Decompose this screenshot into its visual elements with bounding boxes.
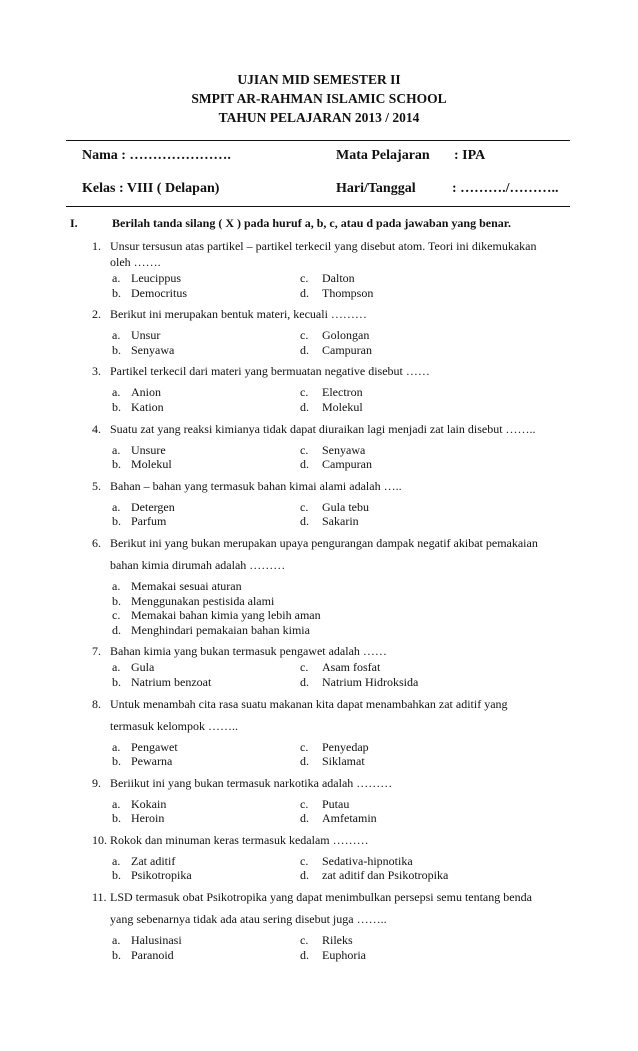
option-row: [0, 385, 638, 400]
question-number: 4.: [92, 421, 101, 436]
question-text-line: [0, 643, 638, 659]
option-text: Senyawa: [322, 442, 366, 457]
option-text: zat aditif dan Psikotropika: [322, 868, 449, 883]
option-letter: a.: [112, 853, 121, 868]
option-text: Euphoria: [322, 947, 366, 962]
option-text: Democritus: [131, 285, 187, 300]
question-text: Berikut ini yang bukan merupakan upaya pengurangan dampak negatif akibat pemakaian: [110, 535, 538, 550]
option-text: Pengawet: [131, 739, 178, 754]
option-text: Rileks: [322, 933, 353, 948]
option-text: Siklamat: [322, 754, 365, 769]
option-letter: d.: [300, 457, 309, 472]
option-row: [0, 514, 638, 529]
option-letter: a.: [112, 796, 121, 811]
question-number: 2.: [92, 307, 101, 322]
answer-options: [0, 271, 638, 300]
option-text: Menggunakan pestisida alami: [131, 593, 275, 608]
option-text: Sedativa-hipnotika: [322, 853, 413, 868]
question-number: 1.: [92, 239, 101, 253]
option-letter: d.: [300, 342, 309, 357]
option-text: Molekul: [131, 457, 172, 472]
answer-options: [0, 443, 638, 472]
question-text-line: [0, 421, 638, 437]
question-number: 7.: [92, 644, 101, 659]
option-text: Golongan: [322, 328, 370, 343]
option-text: Natrium Hidroksida: [322, 674, 419, 689]
option-letter: c.: [300, 442, 309, 457]
option-text: Leucippus: [131, 271, 181, 285]
option-text: Anion: [131, 385, 161, 400]
option-letter: a.: [112, 442, 121, 457]
option-text: Menghindari pemakaian bahan kimia: [131, 622, 310, 637]
option-letter: d.: [300, 868, 309, 883]
option-text: Campuran: [322, 457, 372, 472]
question-number: 8.: [92, 696, 101, 711]
question-text-line: [0, 696, 638, 712]
option-letter: b.: [112, 457, 121, 472]
nama-field: Nama : ………………….: [82, 148, 231, 163]
question-text: Bahan – bahan yang termasuk bahan kimai alami adalah …..: [110, 478, 402, 493]
option-text: Pewarna: [131, 754, 173, 769]
option-letter: a.: [112, 660, 121, 675]
option-row: [0, 623, 638, 638]
option-text: Memakai bahan kimia yang lebih aman: [131, 608, 321, 623]
option-text: Campuran: [322, 342, 372, 357]
question-text-line: [0, 832, 638, 848]
exam-header: [0, 70, 638, 127]
question-text-line: [0, 889, 638, 905]
option-row: [0, 797, 638, 812]
question-text-line: [0, 775, 638, 791]
option-text: Heroin: [131, 811, 165, 826]
option-row: [0, 400, 638, 415]
bottom-divider: [66, 206, 570, 207]
answer-options: [0, 385, 638, 414]
question-number: 3.: [92, 364, 101, 379]
question-text: Berikut ini merupakan bentuk materi, kecuali ………: [110, 307, 367, 322]
option-letter: b.: [112, 342, 121, 357]
question-list: [0, 238, 638, 968]
option-letter: d.: [300, 399, 309, 414]
answer-options: [0, 660, 638, 689]
option-letter: d.: [300, 947, 309, 962]
section-number: I.: [70, 216, 78, 230]
question-text-line: [0, 911, 638, 927]
question-item: [0, 306, 638, 357]
option-row: [0, 594, 638, 609]
option-letter: a.: [112, 271, 121, 285]
option-text: Electron: [322, 385, 363, 400]
option-row: [0, 443, 638, 458]
answer-options: [0, 500, 638, 529]
question-number: 5.: [92, 478, 101, 493]
option-text: Psikotropika: [131, 868, 192, 883]
option-text: Natrium benzoat: [131, 674, 212, 689]
option-letter: a.: [112, 499, 121, 514]
option-row: [0, 328, 638, 343]
top-divider: [66, 140, 570, 141]
option-row: [0, 854, 638, 869]
option-letter: c.: [112, 608, 121, 623]
academic-year: TAHUN PELAJARAN 2013 / 2014: [218, 110, 420, 125]
option-text: Amfetamin: [322, 811, 377, 826]
question-text-line: [0, 557, 638, 573]
question-text-line: [0, 478, 638, 494]
option-letter: b.: [112, 674, 121, 689]
option-letter: b.: [112, 868, 121, 883]
question-text-line: [0, 718, 638, 734]
question-item: [0, 696, 638, 769]
question-item: [0, 363, 638, 414]
question-text-line: [0, 306, 638, 322]
question-text: Bahan kimia yang bukan termasuk pengawet adalah ……: [110, 644, 387, 659]
option-letter: d.: [300, 674, 309, 689]
option-text: Asam fosfat: [322, 660, 381, 675]
option-text: Memakai sesuai aturan: [131, 578, 242, 593]
question-text: Rokok dan minuman keras termasuk kedalam ………: [110, 832, 369, 847]
option-text: Molekul: [322, 399, 363, 414]
answer-options: [0, 797, 638, 826]
option-row: [0, 868, 638, 883]
option-letter: b.: [112, 399, 121, 414]
option-row: [0, 948, 638, 963]
option-letter: d.: [300, 754, 309, 769]
question-text: yang sebenarnya tidak ada atau sering disebut juga ……..: [110, 912, 387, 927]
option-letter: c.: [300, 739, 309, 754]
option-text: Gula tebu: [322, 499, 369, 514]
question-text: Partikel terkecil dari materi yang bermuatan negative disebut ……: [110, 364, 430, 379]
option-row: [0, 286, 638, 301]
option-row: [0, 660, 638, 675]
option-letter: a.: [112, 385, 121, 400]
option-text: Paranoid: [131, 947, 174, 962]
option-letter: b.: [112, 514, 121, 529]
section-instruction: Berilah tanda silang ( X ) pada huruf a, b, c, atau d pada jawaban yang benar.: [112, 216, 511, 230]
option-letter: c.: [300, 271, 309, 285]
option-text: Halusinasi: [131, 933, 182, 948]
question-text-line: [0, 238, 638, 254]
option-row: [0, 500, 638, 515]
question-text: bahan kimia dirumah adalah ………: [110, 557, 286, 572]
option-letter: c.: [300, 499, 309, 514]
question-text: Beriikut ini yang bukan termasuk narkotika adalah ………: [110, 775, 393, 790]
question-item: [0, 238, 638, 300]
question-number: 10.: [92, 832, 107, 847]
option-text: Putau: [322, 796, 350, 811]
option-text: Kation: [131, 399, 164, 414]
option-letter: c.: [300, 853, 309, 868]
option-text: Penyedap: [322, 739, 369, 754]
option-row: [0, 740, 638, 755]
option-text: Thompson: [322, 285, 374, 300]
answer-options: [0, 854, 638, 883]
option-letter: b.: [112, 285, 121, 300]
question-number: 11.: [92, 890, 107, 905]
hari-value: : ………./………..: [452, 181, 559, 196]
option-letter: c.: [300, 660, 309, 675]
exam-title: UJIAN MID SEMESTER II: [237, 72, 401, 87]
option-text: Zat aditif: [131, 853, 176, 868]
option-letter: d.: [112, 622, 121, 637]
option-letter: d.: [300, 285, 309, 300]
option-text: Unsure: [131, 442, 166, 457]
option-text: Unsur: [131, 328, 161, 343]
option-row: [0, 675, 638, 690]
option-letter: b.: [112, 811, 121, 826]
option-letter: c.: [300, 933, 309, 948]
option-row: [0, 608, 638, 623]
option-row: [0, 579, 638, 594]
question-number: 9.: [92, 775, 101, 790]
option-letter: a.: [112, 328, 121, 343]
option-letter: b.: [112, 754, 121, 769]
question-item: [0, 535, 638, 637]
option-row: [0, 811, 638, 826]
option-text: Gula: [131, 660, 155, 675]
option-letter: c.: [300, 385, 309, 400]
question-text: LSD termasuk obat Psikotropika yang dapat menimbulkan persepsi semu tentang benda: [110, 890, 532, 905]
question-text: Unsur tersusun atas partikel – partikel terkecil yang disebut atom. Teori ini dikemukakan: [110, 239, 537, 253]
answer-options: [0, 933, 638, 962]
option-letter: a.: [112, 933, 121, 948]
option-letter: a.: [112, 578, 121, 593]
question-text-line: [0, 254, 638, 270]
question-text: termasuk kelompok ……..: [110, 718, 238, 733]
option-letter: c.: [300, 328, 309, 343]
question-item: [0, 478, 638, 529]
option-text: Detergen: [131, 499, 175, 514]
question-item: [0, 421, 638, 472]
option-text: Kokain: [131, 796, 167, 811]
option-row: [0, 754, 638, 769]
answer-options: [0, 579, 638, 637]
question-text: oleh …….: [110, 255, 161, 269]
option-text: Parfum: [131, 514, 167, 529]
option-text: Sakarin: [322, 514, 359, 529]
question-text: Suatu zat yang reaksi kimianya tidak dapat diuraikan lagi menjadi zat lain disebut ……..: [110, 421, 536, 436]
option-text: Dalton: [322, 271, 355, 285]
question-text: Untuk menambah cita rasa suatu makanan kita dapat menambahkan zat aditif yang: [110, 696, 508, 711]
answer-options: [0, 328, 638, 357]
question-number: 6.: [92, 535, 101, 550]
option-row: [0, 343, 638, 358]
question-text-line: [0, 535, 638, 551]
mapel-label: Mata Pelajaran: [336, 148, 430, 163]
hari-label: Hari/Tanggal: [336, 181, 416, 196]
mapel-value: : IPA: [454, 148, 486, 163]
kelas-field: Kelas : VIII ( Delapan): [82, 181, 220, 196]
question-item: [0, 832, 638, 883]
school-name: SMPIT AR-RAHMAN ISLAMIC SCHOOL: [191, 91, 447, 106]
option-letter: c.: [300, 796, 309, 811]
option-row: [0, 457, 638, 472]
option-row: [0, 271, 638, 286]
option-letter: b.: [112, 947, 121, 962]
answer-options: [0, 740, 638, 769]
question-item: [0, 889, 638, 962]
option-letter: d.: [300, 811, 309, 826]
question-item: [0, 643, 638, 689]
option-text: Senyawa: [131, 342, 175, 357]
option-row: [0, 933, 638, 948]
option-letter: b.: [112, 593, 121, 608]
question-item: [0, 775, 638, 826]
option-letter: d.: [300, 514, 309, 529]
question-text-line: [0, 363, 638, 379]
option-letter: a.: [112, 739, 121, 754]
